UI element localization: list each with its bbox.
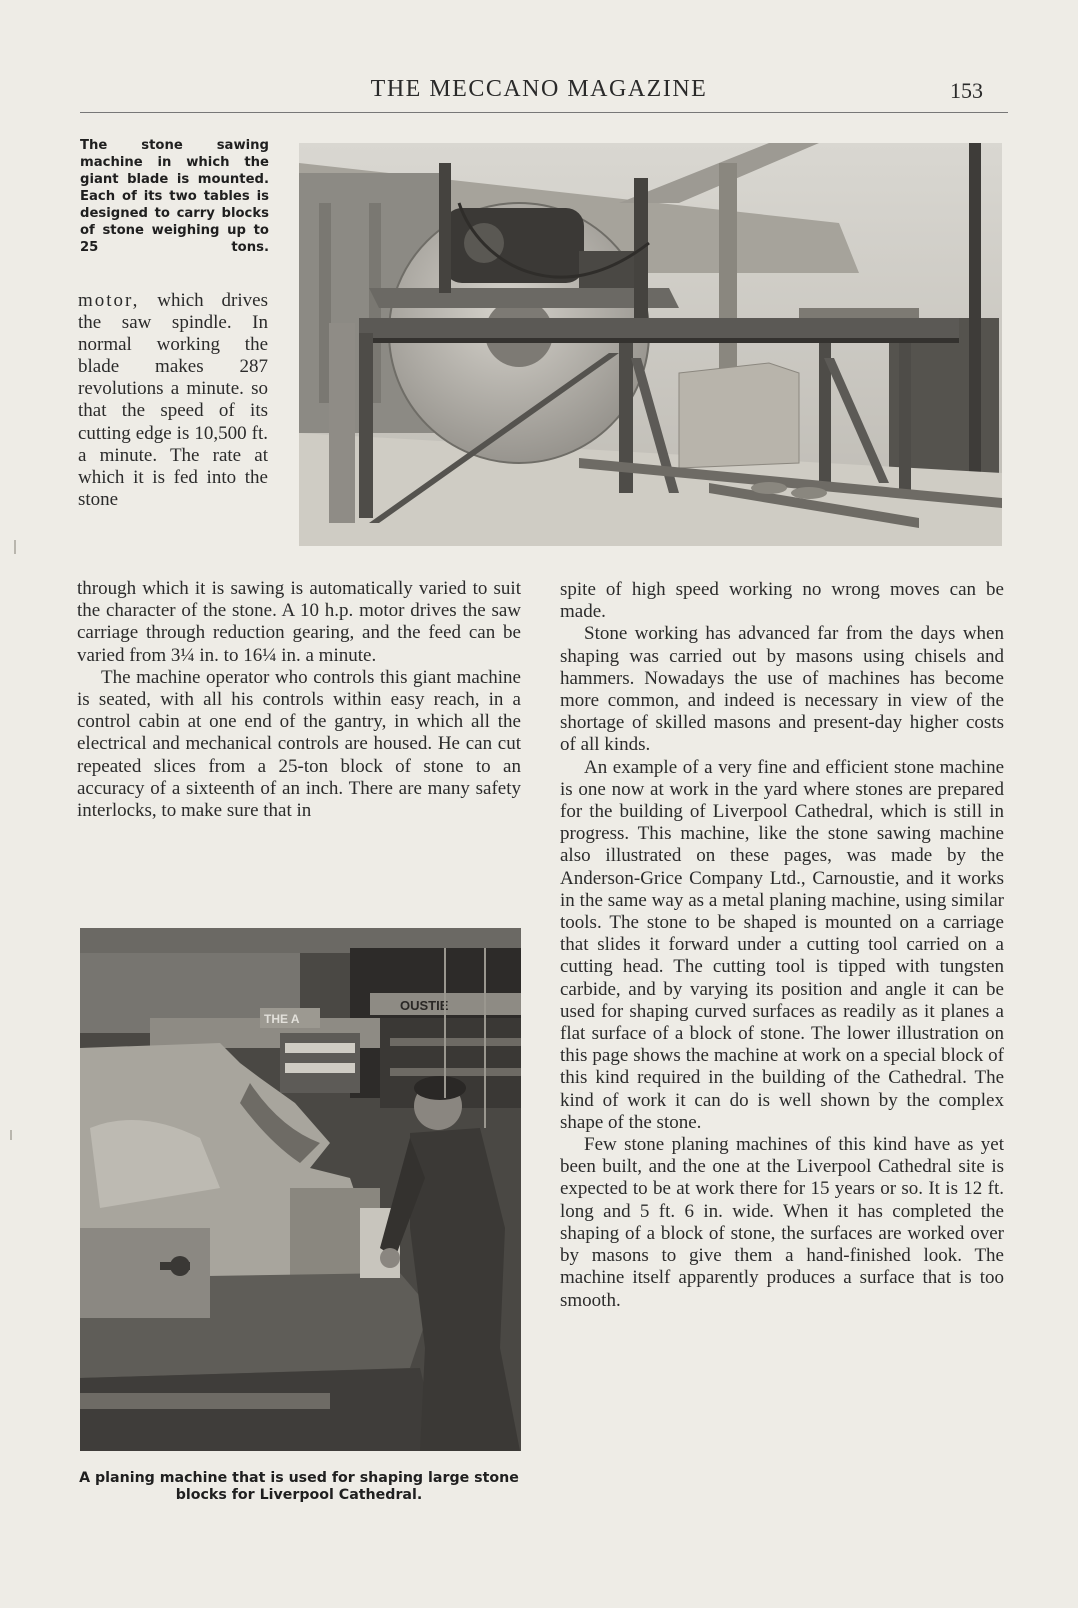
left-paragraph-1: through which it is sawing is automatically varied to suit the character of the stone. A 10 h.p. motor drives the saw carriage through reduction gearing, and the feed can be varied from 3¼ in. to 16¼ in. a minute.: [77, 578, 521, 666]
saw-photo-caption: The stone sawing machine in which the giant blade is mounted. Each of its two tables is designed to carry blocks of stone weighing up to 25 tons.: [80, 138, 269, 255]
intro-rest: which drives the saw spindle. In normal working the blade makes 287 revolutions a minute. so that the speed of its cutting edge is 10,500 ft. a minute. The rate at which it is fed into the stone: [78, 290, 268, 510]
margin-mark: [10, 1130, 12, 1140]
left-paragraph-2: The machine operator who controls this giant machine is seated, with all his controls within easy reach, in a control cabin at one end of the gantry, in which all the electrical and mechanical controls are housed. He can cut repeated slices from a 25-ton block of stone to an accuracy of a sixteenth of an inch. There are many safety interlocks, to make sure that in: [77, 666, 521, 822]
stone-planing-machine-photo: [80, 928, 521, 1451]
intro-first-word: motor,: [78, 290, 140, 311]
stone-sawing-machine-illustration: [299, 143, 1002, 546]
left-column-text: [77, 578, 521, 822]
right-paragraph-4: Few stone planing machines of this kind have as yet been built, and the one at the Liverpool Cathedral site is expected to be at work there for 15 years or so. It is 12 ft. long and 5 ft. 6 in. wide. When it has completed the shaping of a block of stone, the surfaces are worked over by masons to give them a hand-finished look. The machine itself apparently produces a surface that is too smooth.: [560, 1134, 1004, 1311]
magazine-title: THE MECCANO MAGAZINE: [370, 76, 708, 102]
right-column-text: [560, 579, 1004, 1312]
planer-sign-left: THE A: [264, 1012, 300, 1026]
planer-sign-right: OUSTIE: [400, 998, 449, 1013]
planer-photo-caption: A planing machine that is used for shaping large stone blocks for Liverpool Cathedral.: [79, 1470, 519, 1503]
page-number: 153: [950, 78, 983, 103]
stone-planing-machine-illustration: [80, 928, 521, 1451]
right-paragraph-2: Stone working has advanced far from the days when shaping was carried out by masons using chisels and hammers. Nowadays the use of machines has become more common, and indeed is necessary in view of the shortage of skilled masons and present-day higher costs of all kinds.: [560, 623, 1004, 756]
article-intro-narrow: [78, 290, 268, 511]
right-paragraph-1: spite of high speed working no wrong moves can be made.: [560, 579, 1004, 623]
margin-mark: [14, 540, 16, 554]
right-paragraph-3: An example of a very fine and efficient stone machine is one now at work in the yard where stones are prepared for the building of Liverpool Cathedral, which is still in progress. This machine, like the stone sawing machine also illustrated on these pages, was made by the Anderson-Grice Company Ltd., Carnoustie, and it works in the same way as a metal planing machine, using similar tools. The stone to be shaped is mounted on a carriage that slides it forward under a cutting tool carried on a cutting head. The cutting tool is tipped with tungsten carbide, and by varying its position and angle it can be used for shaping curved surfaces as readily as it planes a flat surface of a block of stone. The lower illustration on this page shows the machine at work on a special block of this kind required in the building of the Cathedral. The kind of work it can do is well shown by the complex shape of the stone.: [560, 756, 1004, 1133]
header-rule: [80, 112, 1008, 113]
stone-sawing-machine-photo: [299, 143, 1002, 546]
